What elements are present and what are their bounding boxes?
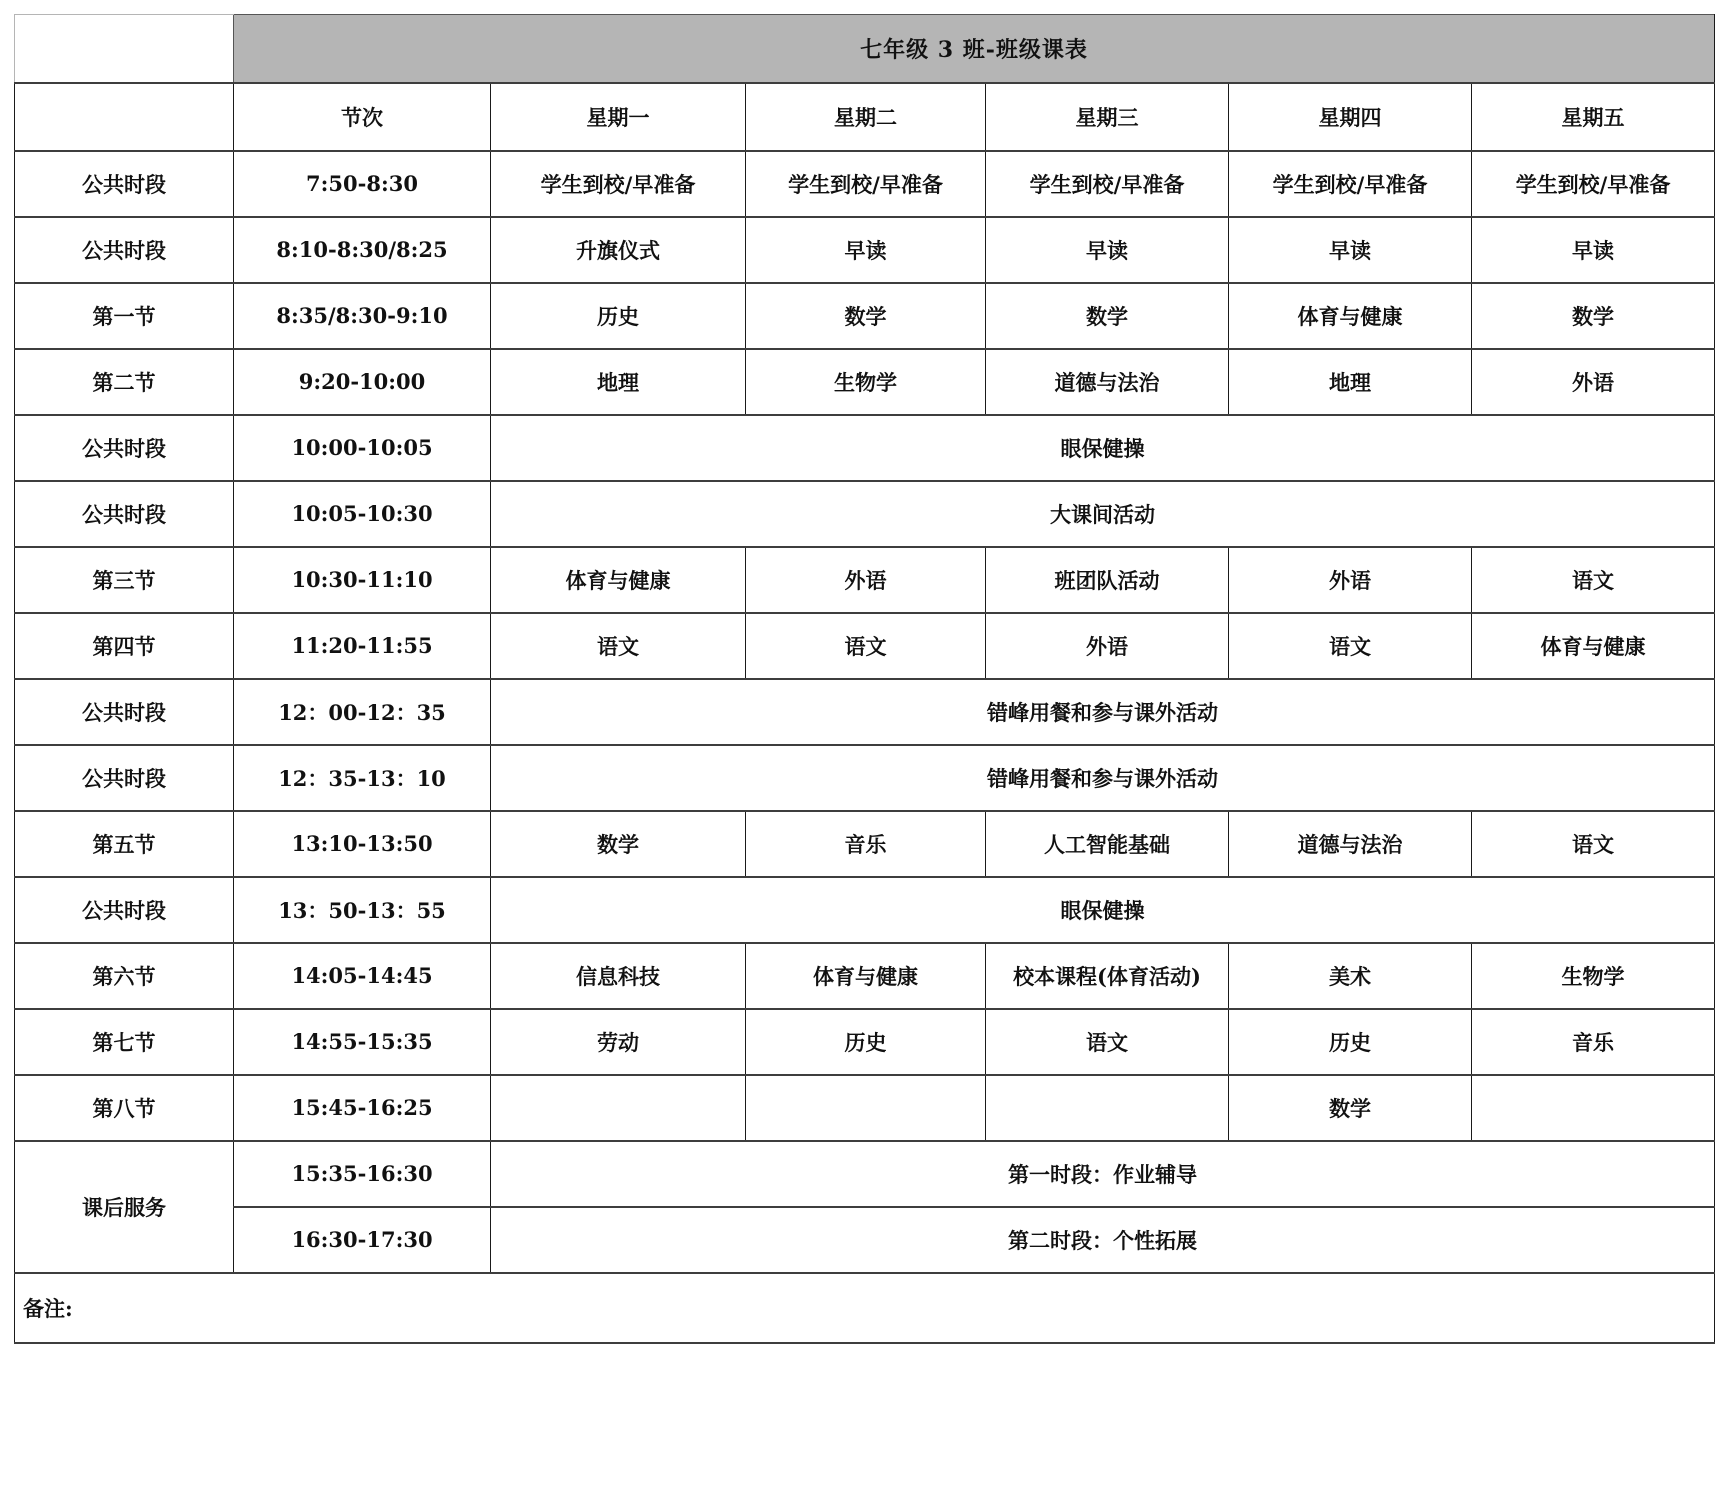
row-time: 12：00-12：35 (234, 679, 491, 745)
col-header-day: 星期二 (746, 83, 986, 151)
schedule-row (15, 877, 1715, 943)
row-time: 12：35-13：10 (234, 745, 491, 811)
subject-cell (491, 1075, 746, 1141)
schedule-row (15, 1141, 1715, 1207)
subject-cell: 地理 (491, 349, 746, 415)
subject-cell: 语文 (746, 613, 986, 679)
row-label: 第二节 (15, 349, 234, 415)
subject-cell: 数学 (491, 811, 746, 877)
schedule-row (15, 811, 1715, 877)
subject-cell: 信息科技 (491, 943, 746, 1009)
subject-cell: 早读 (746, 217, 986, 283)
col-header-day: 星期五 (1472, 83, 1715, 151)
row-label: 第三节 (15, 547, 234, 613)
subject-cell: 班团队活动 (986, 547, 1229, 613)
subject-cell: 学生到校/早准备 (746, 151, 986, 217)
subject-cell: 历史 (491, 283, 746, 349)
schedule-row (15, 943, 1715, 1009)
schedule-row (15, 547, 1715, 613)
row-label: 公共时段 (15, 415, 234, 481)
row-label: 第七节 (15, 1009, 234, 1075)
subject-cell: 外语 (746, 547, 986, 613)
row-time: 15:45-16:25 (234, 1075, 491, 1141)
subject-cell: 数学 (746, 283, 986, 349)
subject-cell: 人工智能基础 (986, 811, 1229, 877)
title-row (15, 15, 1715, 83)
corner-cell (15, 15, 234, 83)
row-time: 15:35-16:30 (234, 1141, 491, 1207)
subject-cell: 音乐 (746, 811, 986, 877)
row-time: 11:20-11:55 (234, 613, 491, 679)
row-label: 第四节 (15, 613, 234, 679)
row-label: 公共时段 (15, 745, 234, 811)
subject-cell: 语文 (1229, 613, 1472, 679)
note-label: 备注: (15, 1273, 1715, 1343)
subject-cell: 体育与健康 (1229, 283, 1472, 349)
subject-cell: 早读 (986, 217, 1229, 283)
subject-cell (986, 1075, 1229, 1141)
merged-activity-cell: 第二时段：个性拓展 (491, 1207, 1715, 1273)
subject-cell: 体育与健康 (491, 547, 746, 613)
row-label: 公共时段 (15, 679, 234, 745)
schedule-row (15, 745, 1715, 811)
schedule-row (15, 283, 1715, 349)
schedule-row (15, 1207, 1715, 1273)
subject-cell: 升旗仪式 (491, 217, 746, 283)
merged-activity-cell: 第一时段：作业辅导 (491, 1141, 1715, 1207)
merged-activity-cell: 眼保健操 (491, 877, 1715, 943)
subject-cell: 历史 (1229, 1009, 1472, 1075)
col-header-day: 星期一 (491, 83, 746, 151)
row-label: 课后服务 (15, 1141, 234, 1273)
subject-cell (1472, 1075, 1715, 1141)
row-label: 公共时段 (15, 151, 234, 217)
row-time: 8:10-8:30/8:25 (234, 217, 491, 283)
row-time: 7:50-8:30 (234, 151, 491, 217)
class-schedule-table (14, 14, 1715, 1344)
row-time: 13:10-13:50 (234, 811, 491, 877)
row-time: 10:00-10:05 (234, 415, 491, 481)
subject-cell: 劳动 (491, 1009, 746, 1075)
subject-cell: 体育与健康 (746, 943, 986, 1009)
subject-cell: 数学 (986, 283, 1229, 349)
page-title: 七年级 3 班-班级课表 (234, 15, 1715, 83)
row-time: 13：50-13：55 (234, 877, 491, 943)
row-label: 公共时段 (15, 217, 234, 283)
subject-cell: 道德与法治 (986, 349, 1229, 415)
row-time: 14:55-15:35 (234, 1009, 491, 1075)
merged-activity-cell: 错峰用餐和参与课外活动 (491, 745, 1715, 811)
row-time: 14:05-14:45 (234, 943, 491, 1009)
merged-activity-cell: 眼保健操 (491, 415, 1715, 481)
schedule-row (15, 481, 1715, 547)
subject-cell: 语文 (986, 1009, 1229, 1075)
subject-cell: 地理 (1229, 349, 1472, 415)
schedule-row (15, 151, 1715, 217)
subject-cell: 生物学 (1472, 943, 1715, 1009)
subject-cell: 语文 (1472, 547, 1715, 613)
subject-cell: 美术 (1229, 943, 1472, 1009)
subject-cell: 学生到校/早准备 (491, 151, 746, 217)
merged-activity-cell: 大课间活动 (491, 481, 1715, 547)
row-time: 10:30-11:10 (234, 547, 491, 613)
subject-cell: 数学 (1472, 283, 1715, 349)
subject-cell: 外语 (1472, 349, 1715, 415)
subject-cell: 学生到校/早准备 (1472, 151, 1715, 217)
subject-cell: 体育与健康 (1472, 613, 1715, 679)
col-header-period: 节次 (234, 83, 491, 151)
subject-cell: 数学 (1229, 1075, 1472, 1141)
row-time: 9:20-10:00 (234, 349, 491, 415)
schedule-row (15, 415, 1715, 481)
subject-cell: 早读 (1472, 217, 1715, 283)
row-label: 公共时段 (15, 481, 234, 547)
subject-cell: 早读 (1229, 217, 1472, 283)
row-label: 公共时段 (15, 877, 234, 943)
class-schedule (14, 14, 1714, 1344)
row-time: 16:30-17:30 (234, 1207, 491, 1273)
header-row (15, 83, 1715, 151)
subject-cell: 校本课程(体育活动) (986, 943, 1229, 1009)
subject-cell: 学生到校/早准备 (986, 151, 1229, 217)
row-label: 第一节 (15, 283, 234, 349)
row-time: 10:05-10:30 (234, 481, 491, 547)
subject-cell: 历史 (746, 1009, 986, 1075)
note-row (15, 1273, 1715, 1343)
row-label: 第八节 (15, 1075, 234, 1141)
row-label: 第六节 (15, 943, 234, 1009)
col-header-day: 星期三 (986, 83, 1229, 151)
col-header-day: 星期四 (1229, 83, 1472, 151)
header-empty-cell (15, 83, 234, 151)
subject-cell: 外语 (1229, 547, 1472, 613)
subject-cell: 音乐 (1472, 1009, 1715, 1075)
subject-cell: 外语 (986, 613, 1229, 679)
subject-cell: 道德与法治 (1229, 811, 1472, 877)
subject-cell: 语文 (1472, 811, 1715, 877)
schedule-row (15, 1009, 1715, 1075)
schedule-row (15, 1075, 1715, 1141)
subject-cell (746, 1075, 986, 1141)
merged-activity-cell: 错峰用餐和参与课外活动 (491, 679, 1715, 745)
schedule-row (15, 349, 1715, 415)
row-label: 第五节 (15, 811, 234, 877)
subject-cell: 学生到校/早准备 (1229, 151, 1472, 217)
subject-cell: 生物学 (746, 349, 986, 415)
schedule-row (15, 679, 1715, 745)
row-time: 8:35/8:30-9:10 (234, 283, 491, 349)
schedule-row (15, 217, 1715, 283)
schedule-row (15, 613, 1715, 679)
subject-cell: 语文 (491, 613, 746, 679)
